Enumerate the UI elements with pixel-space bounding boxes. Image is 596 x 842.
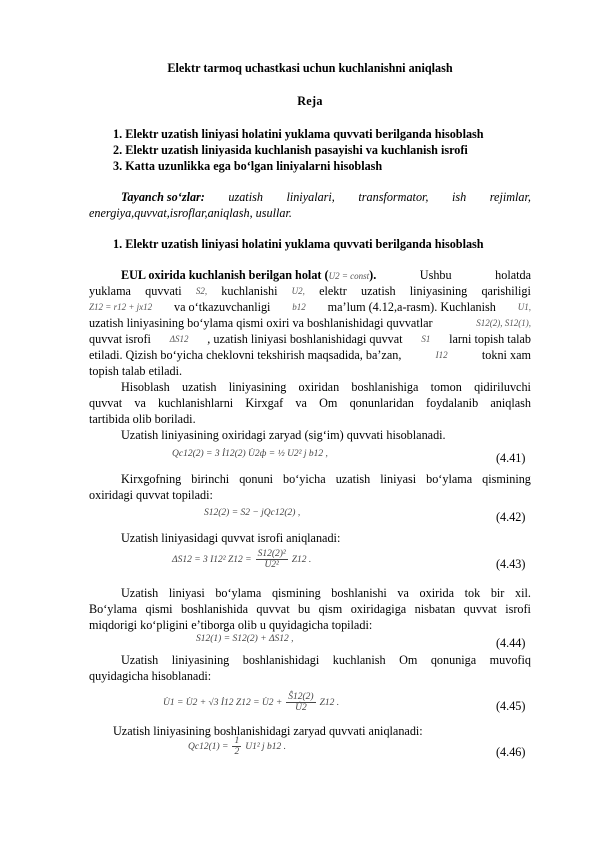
eq-part: Qc12(1) =	[188, 741, 229, 752]
para1-line-5	[89, 331, 531, 347]
symbol: S1	[421, 334, 431, 344]
equation-number: (4.46)	[496, 745, 526, 759]
word: bo‘ylama	[215, 586, 262, 600]
para1-line-2	[89, 283, 531, 299]
equation-number: (4.43)	[496, 557, 526, 571]
word: va	[295, 396, 307, 410]
para1-line-7: topish talab etiladi.	[89, 364, 183, 378]
keywords-label: Tayanch so‘zlar:	[121, 190, 205, 204]
text: va o‘tkazuvchanligi	[174, 300, 271, 314]
para1-line-3	[89, 299, 531, 315]
word: Kirxgofning	[121, 472, 182, 486]
word: nisbatan	[414, 602, 456, 616]
symbol: Z12 = r12 + jx12	[89, 302, 153, 312]
keywords-line-2: energiya,quvvat,isroflar,aniqlash, usullar.	[89, 206, 292, 220]
keywords-row	[89, 189, 531, 205]
keywords-line	[89, 189, 531, 205]
fraction	[256, 549, 288, 570]
equation-number: (4.41)	[496, 451, 526, 465]
word: birinchi	[191, 472, 230, 486]
equation-number: (4.45)	[496, 699, 526, 713]
symbol: U2,	[291, 286, 305, 296]
plan-heading: Reja	[297, 94, 323, 108]
word: yuklama	[89, 284, 131, 298]
word: Kirxgaf	[245, 396, 284, 410]
word: uzatish	[335, 472, 371, 486]
page-title: Elektr tarmoq uchastkasi uchun kuchlanishni aniqlash	[167, 61, 453, 75]
keyword: liniyalari,	[286, 190, 335, 204]
word: va	[397, 586, 409, 600]
word: qidiriluvchi	[474, 380, 531, 394]
equation-4-42: S12(2) = S2 − jQc12(2) ,	[204, 508, 301, 518]
para5: Uzatish liniyasidagi quvvat isrofi aniqlanadi:	[121, 531, 341, 545]
word: quvvat	[256, 602, 290, 616]
word: qism	[318, 602, 343, 616]
word: quvvati	[145, 284, 182, 298]
word: bo‘yicha	[283, 472, 326, 486]
word: Om	[319, 396, 338, 410]
text: quvvat isrofi	[89, 332, 151, 346]
fraction	[232, 736, 241, 757]
word: boshlanishiga	[351, 380, 419, 394]
keyword: ish	[452, 190, 467, 204]
para4-line-2: oxiridagi quvvat topiladi:	[89, 488, 213, 502]
word: liniyasining	[228, 380, 287, 394]
word: muvofiq	[489, 653, 531, 667]
symbol: U1,	[517, 302, 531, 312]
word: holatda	[495, 268, 531, 282]
para2-line-1	[89, 379, 531, 395]
word: oxirida	[419, 586, 455, 600]
symbol: b12	[292, 302, 306, 312]
bold-lead: EUL oxirida kuchlanish berilgan holat (	[121, 268, 329, 282]
fraction-numerator: S12(2)²	[257, 549, 286, 559]
para7-line-1	[89, 652, 531, 668]
equation-number: (4.44)	[496, 636, 526, 650]
text: uzatish liniyasining bo‘ylama qismi oxiri va boshlanishidagi quvvatlar	[89, 316, 433, 330]
para1-line-4	[89, 315, 531, 331]
text: tokni xam	[481, 348, 531, 362]
eq-part: Z12 .	[291, 554, 312, 565]
word: bu	[297, 602, 311, 616]
eq-part: U̇1 = U̇2 + √3 İ12 Z12 = U̇2 +	[163, 697, 283, 708]
word: bo‘ylama	[426, 472, 473, 486]
symbol: ΔS12	[169, 334, 189, 344]
word: boshlanishi	[331, 586, 387, 600]
para1-row	[89, 267, 531, 284]
eq-part: U1² j b12 .	[245, 741, 287, 752]
word: foydalanib	[426, 396, 479, 410]
equation-number: (4.42)	[496, 510, 526, 524]
word: tomon	[430, 380, 462, 394]
fraction	[286, 692, 315, 713]
word: qonuni	[239, 472, 274, 486]
text: , uzatish liniyasi boshlanishidagi quvvat	[207, 332, 403, 346]
para6-line-1	[89, 585, 531, 601]
section-heading: 1. Elektr uzatish liniyasi holatini yuklama quvvati berilganda hisoblash	[113, 237, 484, 251]
equation-4-44: S12(1) = S12(2) + ΔS12 ,	[196, 634, 294, 644]
fraction-denominator: 2	[234, 747, 240, 757]
eq-part: Z12 .	[319, 697, 340, 708]
word: kuchlanishi	[221, 284, 278, 298]
word: qonunlaridan	[349, 396, 414, 410]
word: kuchlanishlarni	[158, 396, 234, 410]
word: tok	[464, 586, 481, 600]
word: quvvat	[89, 396, 123, 410]
equation-4-43	[172, 549, 311, 570]
para1-line-1	[89, 267, 531, 284]
word: boshlanishidagi	[242, 653, 320, 667]
word: elektr	[319, 284, 347, 298]
para7-line-2: quyidagicha hisoblanadi:	[89, 669, 212, 683]
word: va	[134, 396, 146, 410]
word: qismining	[482, 472, 531, 486]
symbol: S2,	[195, 286, 208, 296]
symbol: I12	[435, 350, 448, 360]
text: ma’lum (4.12,a-rasm). Kuchlanish	[327, 300, 496, 314]
word: qarishiligi	[481, 284, 531, 298]
word: boshlanishida	[180, 602, 248, 616]
para8: Uzatish liniyasining boshlanishidagi zaryad quvvati aniqlanadi:	[113, 724, 423, 738]
word: qismi	[145, 602, 173, 616]
word: kuchlanish	[332, 653, 386, 667]
equation-4-41: Qc12(2) = 3 İ12(2) U̇2ф = ½ U2² j b12 ,	[172, 449, 328, 459]
text: larni topish talab	[449, 332, 531, 346]
plan-item: 2. Elektr uzatish liniyasida kuchlanish pasayishi va kuchlanish isrofi	[113, 143, 468, 157]
word: Bo‘ylama	[89, 602, 138, 616]
plan-item: 1. Elektr uzatish liniyasi holatini yuklama quvvati berilganda hisoblash	[113, 127, 484, 141]
word: uzatish	[361, 284, 396, 298]
equation-4-46	[188, 736, 286, 757]
keyword: transformator,	[358, 190, 429, 204]
word: isrofi	[505, 602, 531, 616]
word: liniyasi	[168, 586, 205, 600]
para1-line-6	[89, 347, 531, 363]
para4-line-1	[89, 471, 531, 487]
para6-line-3: miqdorigi ko‘pligini e’tiborga olib u quyidagicha topiladi:	[89, 618, 373, 632]
word: oxiridan	[298, 380, 340, 394]
para3: Uzatish liniyasining oxiridagi zaryad (sig‘im) quvvati hisoblanadi.	[121, 428, 446, 442]
keyword: uzatish	[228, 190, 263, 204]
word: Ushbu	[419, 268, 452, 282]
plan-item: 3. Katta uzunlikka ega bo‘lgan liniyalarni hisoblash	[113, 159, 383, 173]
fraction-denominator: U2²	[264, 560, 279, 570]
word: oxiridagiga	[350, 602, 407, 616]
word: qonuniga	[430, 653, 477, 667]
word: Hisoblash	[121, 380, 170, 394]
word: Om	[399, 653, 418, 667]
bold-close: ).	[369, 268, 377, 282]
symbol: S12(2), S12(1),	[476, 318, 531, 328]
word: liniyasining	[171, 653, 230, 667]
word: Uzatish	[121, 653, 159, 667]
const-symbol: U2 = const	[328, 271, 370, 281]
text: etiladi. Qizish bo‘yicha cheklovni tekshirish maqsadida, ba’zan,	[89, 348, 402, 362]
word: liniyasi	[380, 472, 417, 486]
equation-4-45	[163, 692, 339, 713]
word: qismining	[271, 586, 321, 600]
eq-part: ΔS12 = 3 I12² Z12 =	[172, 554, 252, 565]
fraction-numerator: Ŝ12(2)	[288, 692, 314, 702]
fraction-denominator: Û2	[295, 703, 307, 713]
keyword: rejimlar,	[489, 190, 531, 204]
word: uzatish	[181, 380, 217, 394]
word: quvvat	[463, 602, 497, 616]
word: liniyasining	[409, 284, 468, 298]
word: bir	[490, 586, 505, 600]
para6-line-2	[89, 601, 531, 617]
word: Uzatish	[121, 586, 159, 600]
fraction-numerator: 1	[234, 736, 240, 746]
word: aniqlash	[490, 396, 531, 410]
para2-line-2	[89, 395, 531, 411]
para2-line-3: tartibida olib boriladi.	[89, 412, 196, 426]
word: xil.	[514, 586, 531, 600]
